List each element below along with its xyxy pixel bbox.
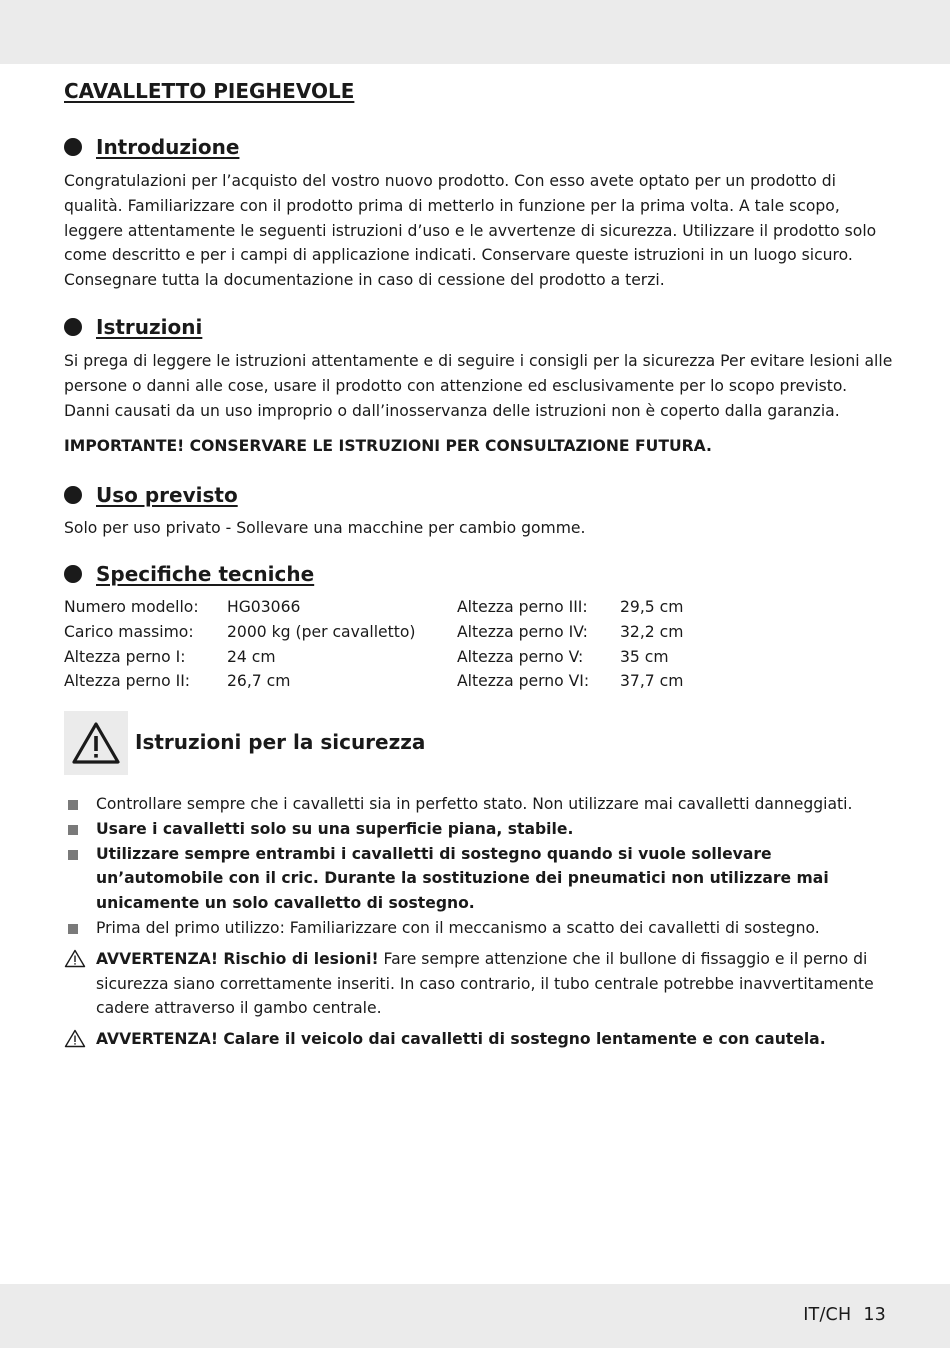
spec-value: 32,2 cm xyxy=(620,622,684,641)
square-bullet-icon xyxy=(68,924,78,934)
instructions-paragraph: Si prega di leggere le istruzioni attentamente e di seguire i consigli per la sicurezza Per evitare lesioni alle persone o danni alle cose, usare il prodotto con attenzione ed esclusivamente per lo scopo previsto. Danni causati da un uso improprio o dall’inosservanza delle istruzioni non è coperto dalla garanzia. xyxy=(64,352,893,420)
circle-bullet-icon xyxy=(64,138,82,156)
spec-label: Altezza perno IV: xyxy=(457,622,588,641)
section-title: Introduzione xyxy=(96,135,240,159)
specs-column-left xyxy=(64,595,416,694)
spec-value: 29,5 cm xyxy=(620,598,684,616)
spec-row xyxy=(457,595,683,620)
circle-bullet-icon xyxy=(64,318,82,336)
warning-triangle-icon xyxy=(64,949,86,968)
warning-label: AVVERTENZA! Calare il veicolo dai cavalletti di sostegno lentamente e con cautela. xyxy=(96,1030,826,1049)
square-bullet-icon xyxy=(68,825,78,835)
square-bullet-icon xyxy=(68,850,78,860)
spec-value: HG03066 xyxy=(227,598,301,616)
section-title: Uso previsto xyxy=(96,483,238,507)
spec-row xyxy=(64,669,416,694)
spec-row xyxy=(457,669,683,694)
square-bullet-icon xyxy=(68,800,78,810)
section-heading-instructions xyxy=(64,315,202,339)
list-item-text: Utilizzare sempre entrambi i cavalletti di sostegno quando si vuole sollevare un’automobile con il cric. Durante la sostituzione dei pneumatici non utilizzare mai unicamente un solo cavalletto di sostegno. xyxy=(96,844,829,913)
spec-value: 26,7 cm xyxy=(227,672,291,691)
section-heading-specs xyxy=(64,562,314,586)
list-item-text: Prima del primo utilizzo: Familiarizzare con il meccanismo a scatto dei cavalletti di sostegno. xyxy=(96,918,820,937)
spec-row xyxy=(457,645,683,670)
intro-paragraph: Congratulazioni per l’acquisto del vostro nuovo prodotto. Con esso avete optato per un prodotto di qualità. Familiarizzare con il prodotto prima di metterlo in funzione per la prima volta. A tale scopo, leggere attentamente le seguenti istruzioni d’uso e le avvertenze di sicurezza. Utilizzare il prodotto solo come descritto e per i campi di applicazione indicati. Conservare queste istruzioni in un luogo sicuro. Consegnare tutta la documentazione in caso di cessione del prodotto a terzi. xyxy=(64,172,877,290)
safety-list xyxy=(64,792,894,1052)
spec-label: Altezza perno III: xyxy=(457,598,588,616)
circle-bullet-icon xyxy=(64,565,82,583)
specs-column-right xyxy=(457,595,683,694)
spec-label: Altezza perno VI: xyxy=(457,672,590,691)
safety-heading: Istruzioni per la sicurezza xyxy=(135,730,426,754)
spec-value: 2000 kg (per cavalletto) xyxy=(227,622,416,641)
document-title: CAVALLETTO PIEGHEVOLE xyxy=(64,79,355,103)
section-heading-intended-use xyxy=(64,483,238,507)
spec-value: 37,7 cm xyxy=(620,672,684,691)
footer-locale: IT/CH xyxy=(803,1305,852,1325)
spec-label: Altezza perno I: xyxy=(64,647,186,666)
spec-row xyxy=(64,620,416,645)
list-item xyxy=(64,792,894,817)
warning-label: AVVERTENZA! Rischio di lesioni! xyxy=(96,949,379,968)
spec-label: Numero modello: xyxy=(64,598,199,616)
spec-value: 24 cm xyxy=(227,647,276,666)
important-notice: IMPORTANTE! CONSERVARE LE ISTRUZIONI PER CONSULTAZIONE FUTURA. xyxy=(64,437,712,455)
intended-use-paragraph: Solo per uso privato - Sollevare una macchine per cambio gomme. xyxy=(64,519,586,537)
spec-value: 35 cm xyxy=(620,647,669,666)
spec-label: Carico massimo: xyxy=(64,622,194,641)
spec-row xyxy=(64,595,416,620)
section-title: Specifiche tecniche xyxy=(96,562,315,586)
circle-bullet-icon xyxy=(64,486,82,504)
spec-row xyxy=(64,645,416,670)
page-number: 13 xyxy=(863,1305,886,1325)
warning-triangle-icon xyxy=(64,1029,86,1048)
list-item xyxy=(64,842,894,916)
warning-item xyxy=(64,947,894,1021)
spec-label: Altezza perno II: xyxy=(64,672,191,691)
list-item xyxy=(64,817,894,842)
spec-label: Altezza perno V: xyxy=(457,647,584,666)
list-item xyxy=(64,916,894,941)
spec-row xyxy=(457,620,683,645)
list-item-text: Usare i cavalletti solo su una superficie piana, stabile. xyxy=(96,819,574,838)
list-item-text: Controllare sempre che i cavalletti sia in perfetto stato. Non utilizzare mai cavalletti danneggiati. xyxy=(96,795,853,813)
section-heading-intro xyxy=(64,135,239,159)
section-title: Istruzioni xyxy=(96,315,203,339)
header-band xyxy=(0,0,950,64)
warning-item xyxy=(64,1027,894,1052)
warning-text: Fare sempre attenzione che il bullone di fissaggio e il perno di sicurezza siano correttamente inseriti. In caso contrario, il tubo centrale potrebbe inavvertitamente cadere attraverso il gambo centrale. xyxy=(96,949,874,1018)
page-footer xyxy=(803,1305,886,1325)
warning-triangle-icon xyxy=(64,711,128,775)
